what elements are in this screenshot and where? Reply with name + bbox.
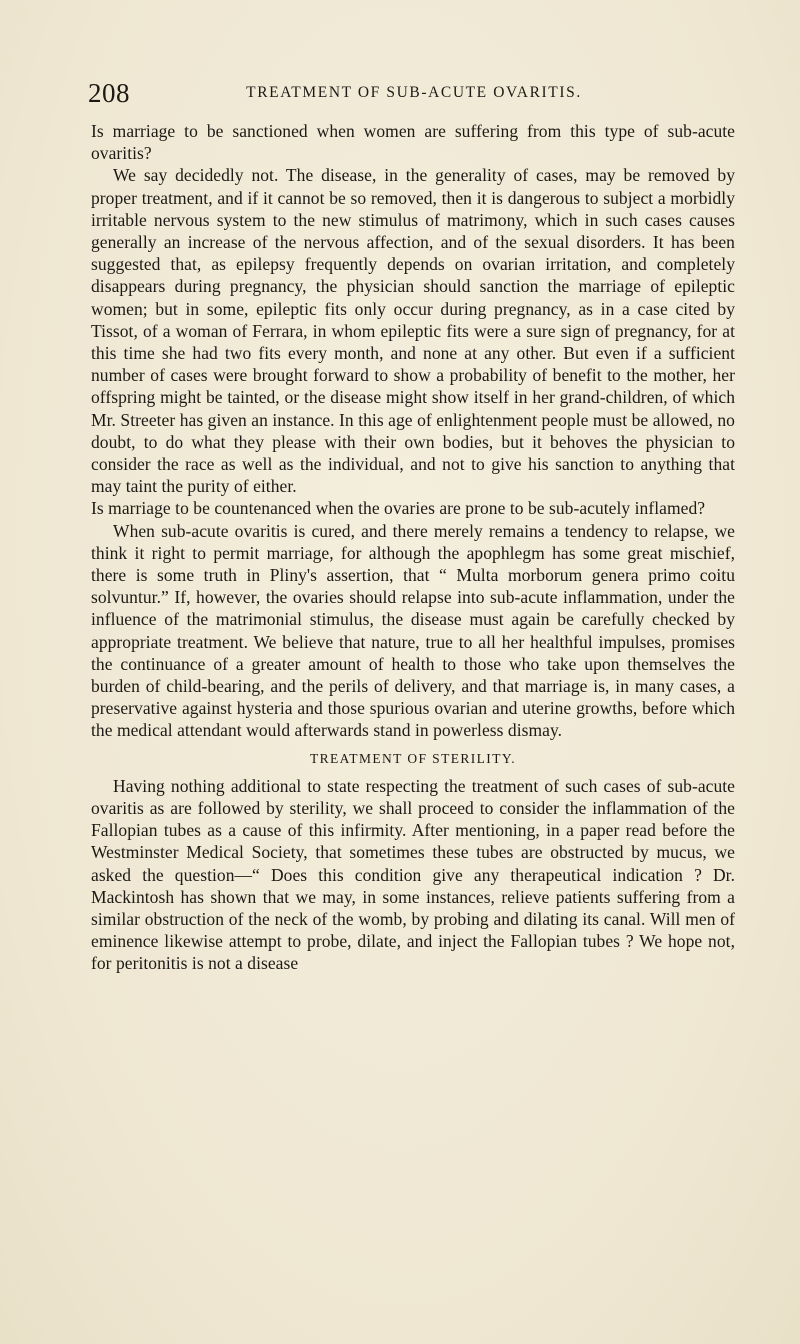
running-title: TREATMENT OF SUB-ACUTE OVARITIS.: [246, 84, 582, 101]
question-paragraph-2: Is marriage to be countenanced when the ovaries are prone to be sub-acutely inflamed?: [91, 498, 706, 519]
answer-paragraph-1: We say decidedly not. The disease, in the generality of cases, may be removed by proper treatment, and if it cannot be so removed, then it is dangerous to subject a morbidly irritable nervous system to the new stimulus of matrimony, which in such cases causes generally an increase of the nervous affection, and of the sexual disorders. It has been suggested that, as epilepsy frequently depends on ovarian irritation, and completely disappears during pregnancy, the physician should sanction the marriage of epileptic women; but in some, epileptic fits only occur during pregnancy, as in a case cited by Tissot, of a woman of Ferrara, in whom epileptic fits were a sure sign of pregnancy, for at this time she had two fits every month, and none at any other. But even if a sufficient number of cases were brought forward to show a probability of benefit to the mother, her offspring might be tainted, or the disease might show itself in her grand-children, of which Mr. Streeter has given an instance. In this age of enlightenment people must be allowed, no doubt, to do what they please with their own bodies, but it behoves the physician to consider the race as well as the individual, and not to give his sanction to anything that may taint the purity of either.: [91, 165, 735, 497]
section-heading: TREATMENT OF STERILITY.: [309, 750, 517, 766]
running-head: [88, 78, 740, 106]
page-number: 208: [88, 78, 130, 108]
answer-paragraph-2: When sub-acute ovaritis is cured, and there merely remains a tendency to relapse, we think it right to permit marriage, for although the apophlegm has some great mischief, there is some truth in Pliny's assertion, that “ Multa morborum genera primo coitu solvuntur.” If, however, the ovaries should relapse into sub-acute inflammation, under the influence of the matrimonial stimulus, the disease must again be carefully checked by appropriate treatment. We believe that nature, true to all her healthful impulses, promises the continuance of a greater amount of health to those who take upon themselves the burden of child-bearing, and the perils of delivery, and that marriage is, in many cases, a preservative against hysteria and those spurious ovarian and uterine growths, before which the medical attendant would afterwards stand in powerless dismay.: [91, 520, 735, 741]
question-paragraph-1: Is marriage to be sanctioned when women are suffering from this type of sub-acute ovaritis?: [91, 121, 735, 164]
body-text: [91, 120, 735, 975]
sterility-paragraph: Having nothing additional to state respecting the treatment of such cases of sub-acute ovaritis as are followed by sterility, we shall proceed to consider the inflammation of the Fallopian tubes as a cause of this infirmity. After mentioning, in a paper read before the Westminster Medical Society, that sometimes these tubes are obstructed by mucus, we asked the question—“ Does this condition give any therapeutical indication ? Dr. Mackintosh has shown that we may, in some instances, relieve patients suffering from a similar obstruction of the neck of the womb, by probing and dilating its canal. Will men of eminence likewise attempt to probe, dilate, and inject the Fallopian tubes ? We hope not, for peritonitis is not a disease: [91, 775, 735, 974]
